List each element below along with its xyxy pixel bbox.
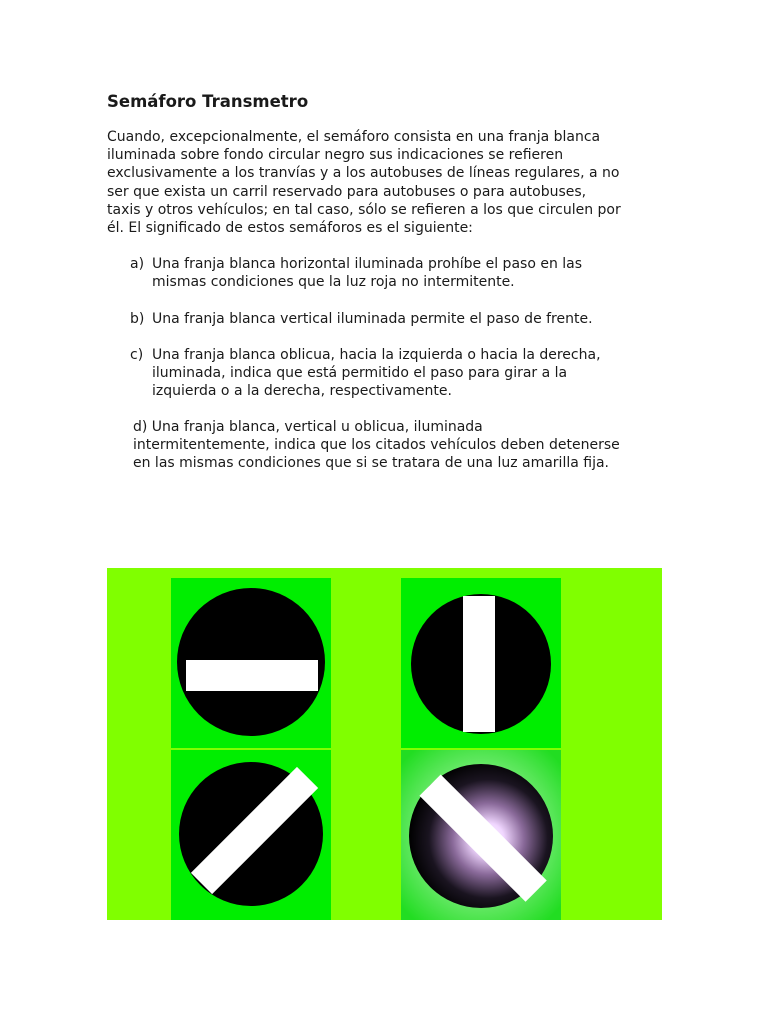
list-item-text [152,310,593,328]
intro-line: exclusivamente a los tranvías y a los autobuses de líneas regulares, a no [107,165,620,182]
list-item-line: intermitentemente, indica que los citados vehículos deben detenerse [133,437,620,454]
list-item-line: d) Una franja blanca, vertical u oblicua, iluminada [133,419,483,435]
list-marker: b) [130,311,145,327]
intro-paragraph [107,128,667,237]
vertical-bar-signal [401,578,561,748]
list-item-b [130,310,650,330]
list-item-line: izquierda o a la derecha, respectivamente. [152,383,452,400]
diagonal-left-bar-signal [401,750,561,920]
list-item-line: Una franja blanca horizontal iluminada prohíbe el paso en las [152,256,583,272]
horizontal-bar-signal [171,578,331,748]
list-marker: c) [130,347,144,363]
list-item-d [133,418,620,473]
signals-figure [107,568,662,920]
signal-bar [186,660,318,691]
intro-line: él. El significado de estos semáforos es el siguiente: [107,220,473,237]
intro-line: ser que exista un carril reservado para autobuses o para autobuses, [107,183,587,200]
intro-line: Cuando, excepcionalmente, el semáforo consista en una franja blanca [107,129,601,145]
diagonal-right-bar-signal-graphic [171,750,331,920]
list-item-text [152,346,601,401]
list-item-line: iluminada, indica que está permitido el paso para girar a la [152,365,568,382]
diagonal-left-bar-signal-graphic [401,750,561,920]
list-item-line: Una franja blanca vertical iluminada permite el paso de frente. [152,311,593,327]
list-item-c [130,346,650,404]
list-item-line: Una franja blanca oblicua, hacia la izquierda o hacia la derecha, [152,347,601,363]
intro-line: taxis y otros vehículos; en tal caso, sólo se refieren a los que circulen por [107,201,621,218]
list-marker: a) [130,256,145,272]
intro-line: iluminada sobre fondo circular negro sus indicaciones se refieren [107,147,564,164]
vertical-bar-signal-graphic [401,578,561,748]
horizontal-bar-signal-graphic [171,578,331,748]
page-title: Semáforo Transmetro [107,92,309,111]
diagonal-right-bar-signal [171,750,331,920]
list-item-text [152,255,582,291]
list-item-line: en las mismas condiciones que si se tratara de una luz amarilla fija. [133,455,609,472]
list-item-line: mismas condiciones que la luz roja no intermitente. [152,274,515,291]
signal-bar [463,596,495,732]
list-item-a [130,255,650,295]
